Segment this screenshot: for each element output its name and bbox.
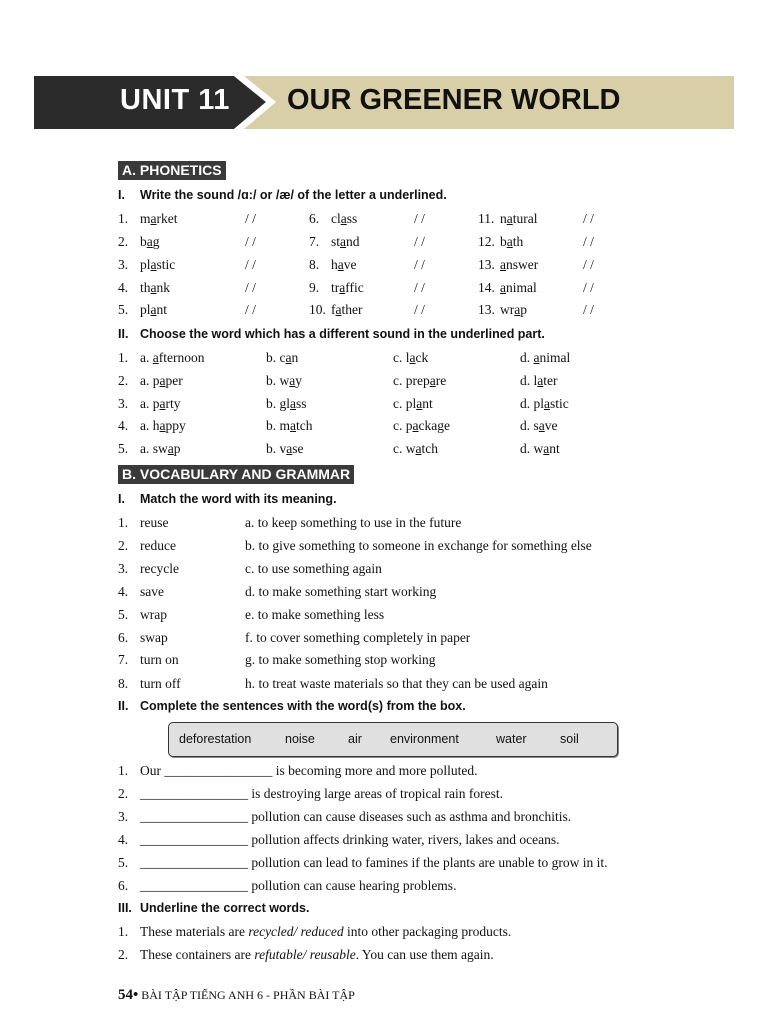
word-box-item: deforestation [179, 732, 252, 746]
word-post: ss [346, 211, 358, 226]
choice-option [140, 396, 181, 412]
underlined-letter: a [533, 350, 540, 365]
underlined-letter: a [500, 257, 506, 272]
item-number: 13. [478, 257, 495, 272]
word-pre: l [533, 373, 538, 388]
underlined-letter: a [150, 280, 157, 295]
word-box-item: noise [285, 732, 315, 746]
word-pre: gl [279, 396, 291, 411]
choice-option [140, 418, 186, 434]
word-post: g [152, 234, 160, 249]
match-word: wrap [140, 607, 167, 622]
word-post: ffic [345, 280, 364, 295]
choice-option [393, 441, 438, 457]
item-number: 6. [118, 630, 129, 645]
item-word [500, 280, 537, 296]
word-post: ckage [418, 418, 450, 433]
match-meaning: d. to make something start working [245, 584, 437, 599]
word-post: ve [544, 418, 558, 433]
choice-option [266, 373, 302, 389]
sound-slot: / / [414, 211, 425, 226]
match-row [118, 561, 638, 581]
option-letter: b. [266, 396, 280, 411]
sentence-text: ________________ pollution affects drinking water, rivers, lakes and oceans. [140, 832, 560, 847]
match-word: turn on [140, 652, 179, 667]
item-number: 1. [118, 515, 129, 530]
unit-banner [34, 76, 734, 129]
underlined-letter: a [415, 441, 422, 456]
word-post: nswer [506, 257, 539, 272]
choice-option [520, 350, 570, 366]
word-post: th [512, 234, 524, 249]
choice-option [520, 418, 558, 434]
item-word [500, 211, 538, 227]
item-number: 4. [118, 584, 129, 599]
completion-sentence [118, 763, 477, 779]
underlined-letter: a [416, 396, 423, 411]
underlined-letter: a [429, 373, 436, 388]
word-pre: sw [152, 441, 168, 456]
word-pre: s [533, 418, 539, 433]
choice-option [140, 441, 181, 457]
word-pre: h [331, 257, 338, 272]
option-letter: a. [140, 418, 153, 433]
item-word [500, 302, 527, 318]
word-box-item: water [496, 732, 527, 746]
word-pre: n [500, 211, 507, 226]
word-pre: pl [405, 396, 417, 411]
item-number: 1. [118, 924, 129, 939]
item-number: 2. [118, 947, 129, 962]
option-letter: c. [393, 396, 406, 411]
item-number: 2. [118, 786, 129, 801]
option-letter: c. [393, 441, 406, 456]
item-number: 9. [309, 280, 320, 295]
option-letter: d. [520, 350, 534, 365]
word-pre: pl [140, 257, 151, 272]
item-number: 6. [118, 878, 129, 893]
word-post: ther [341, 302, 363, 317]
item-number: 2. [118, 538, 129, 553]
roman-numeral: I. [118, 492, 125, 506]
word-post: ppy [165, 418, 186, 433]
underlined-letter: a [339, 280, 346, 295]
word-post: per [165, 373, 183, 388]
item-word [500, 257, 538, 273]
word-box [168, 722, 618, 757]
completion-sentence [118, 786, 503, 802]
completion-sentence [118, 832, 560, 848]
underlined-letter: a [500, 280, 506, 295]
match-meaning: f. to cover something completely in paper [245, 630, 471, 645]
word-post: stic [550, 396, 569, 411]
section-b-part2-instruction [118, 699, 466, 713]
word-post: nt [422, 396, 433, 411]
underlined-letter: a [543, 441, 550, 456]
page-footer [118, 987, 355, 1004]
option-letter: a. [140, 441, 153, 456]
item-number: 2. [118, 373, 129, 388]
word-post: nimal [539, 350, 571, 365]
sound-item [118, 211, 638, 231]
underlined-letter: a [286, 441, 293, 456]
sentence-post: into other packaging products. [343, 924, 512, 939]
underlined-letter: a [290, 396, 297, 411]
word-pre: cl [331, 211, 341, 226]
sound-slot: / / [414, 280, 425, 295]
choice-option [520, 373, 558, 389]
roman-numeral: III. [118, 901, 132, 915]
sound-slot: / / [245, 257, 256, 272]
sound-slot: / / [583, 280, 594, 295]
word-pre: v [279, 441, 287, 456]
item-word [500, 234, 523, 250]
option-letter: a. [140, 396, 153, 411]
match-word: reuse [140, 515, 169, 530]
completion-sentence [118, 855, 608, 871]
page-number: 54 [118, 987, 133, 1003]
match-word: reduce [140, 538, 176, 553]
word-post: ter [543, 373, 558, 388]
item-number: 5. [118, 302, 129, 317]
sound-slot: / / [583, 234, 594, 249]
word-post: nk [156, 280, 171, 295]
sound-slot: / / [583, 211, 594, 226]
underline-sentence [118, 947, 494, 963]
sentence-text: ________________ pollution can cause diseases such as asthma and bronchitis. [140, 809, 572, 824]
option-letter: c. [393, 418, 406, 433]
word-post: tch [421, 441, 438, 456]
word-box-item: air [348, 732, 362, 746]
sound-item [118, 257, 638, 277]
underlined-letter: a [409, 350, 416, 365]
word-post: nimal [506, 280, 537, 295]
word-box-item: environment [390, 732, 459, 746]
sentence-pre: These containers are [140, 947, 255, 962]
sentence-text: Our ________________ is becoming more and more polluted. [140, 763, 478, 778]
word-post: fternoon [158, 350, 205, 365]
item-number: 1. [118, 211, 129, 226]
choice-row [118, 441, 638, 461]
sentence-post: . You can use them again. [355, 947, 494, 962]
instruction-text: Choose the word which has a different sound in the underlined part. [140, 327, 545, 341]
choice-option [140, 373, 183, 389]
choice-option [393, 350, 428, 366]
underlined-letter: a [340, 234, 347, 249]
word-pre: p [152, 373, 160, 388]
match-row [118, 515, 638, 535]
word-post: n [291, 350, 299, 365]
word-post: stic [156, 257, 176, 272]
match-meaning: h. to treat waste materials so that they can be used again [245, 676, 548, 691]
match-word: recycle [140, 561, 179, 576]
roman-numeral: I. [118, 188, 125, 202]
option-letter: a. [140, 350, 153, 365]
match-word: save [140, 584, 164, 599]
sound-slot: / / [414, 234, 425, 249]
section-b-part3-instruction [118, 901, 309, 915]
word-post: tch [296, 418, 313, 433]
option-letter: b. [266, 441, 280, 456]
match-row [118, 607, 638, 627]
match-row [118, 652, 638, 672]
item-number: 6. [309, 211, 320, 226]
item-number: 7. [309, 234, 320, 249]
word-pre: b [500, 234, 507, 249]
item-number: 11. [478, 211, 495, 226]
option-letter: d. [520, 373, 534, 388]
underlined-letter: a [412, 418, 419, 433]
item-number: 13. [478, 302, 495, 317]
sound-slot: / / [245, 234, 256, 249]
section-b-heading: B. VOCABULARY AND GRAMMAR [118, 465, 354, 484]
word-pre: p [405, 418, 413, 433]
instruction-text: Write the sound /ɑ:/ or /æ/ of the letter a underlined. [140, 188, 447, 202]
roman-numeral: II. [118, 327, 129, 341]
option-letter: d. [520, 418, 534, 433]
word-post: p [173, 441, 181, 456]
word-post: rket [156, 211, 178, 226]
word-pre: m [140, 211, 151, 226]
match-row [118, 676, 638, 696]
choice-option [266, 350, 298, 366]
word-pre: pl [140, 302, 151, 317]
item-number: 1. [118, 763, 129, 778]
word-pre: pl [533, 396, 545, 411]
underlined-letter: a [159, 418, 166, 433]
choice-option [393, 396, 433, 412]
match-meaning: b. to give something to someone in exchange for something else [245, 538, 592, 553]
underline-sentence [118, 924, 511, 940]
choice-row [118, 373, 638, 393]
word-pre: prep [405, 373, 430, 388]
word-pre: c [279, 350, 286, 365]
sentence-pre: These materials are [140, 924, 249, 939]
option-letter: d. [520, 441, 534, 456]
underlined-letter: a [506, 211, 513, 226]
section-b-part1-instruction [118, 492, 337, 506]
word-post: ck [415, 350, 429, 365]
underlined-letter: a [544, 396, 551, 411]
underlined-letter: a [159, 396, 166, 411]
match-row [118, 584, 638, 604]
underlined-letter: a [150, 257, 157, 272]
choice-option [140, 350, 204, 366]
word-pre: w [405, 441, 416, 456]
item-number: 7. [118, 652, 129, 667]
option-letter: c. [393, 373, 406, 388]
instruction-text: Match the word with its meaning. [140, 492, 337, 506]
choice-row [118, 350, 638, 370]
sound-item [118, 302, 638, 322]
match-meaning: a. to keep something to use in the future [245, 515, 462, 530]
word-pre: tr [331, 280, 340, 295]
word-pre: w [533, 441, 544, 456]
sound-slot: / / [245, 280, 256, 295]
word-pre: l [405, 350, 410, 365]
word-pre: th [140, 280, 151, 295]
completion-sentence [118, 878, 456, 894]
option-letter: d. [520, 396, 534, 411]
underlined-letter: a [514, 302, 521, 317]
match-meaning: e. to make something less [245, 607, 385, 622]
option-letter: b. [266, 350, 280, 365]
item-number: 5. [118, 607, 129, 622]
match-row [118, 538, 638, 558]
item-number: 3. [118, 809, 129, 824]
roman-numeral: II. [118, 699, 129, 713]
underlined-letter: a [285, 350, 292, 365]
word-post: ve [343, 257, 357, 272]
choice-option [520, 441, 560, 457]
choice-option [266, 441, 304, 457]
choice-option [393, 418, 450, 434]
sentence-text: ________________ is destroying large areas of tropical rain forest. [140, 786, 504, 801]
word-post: nt [156, 302, 168, 317]
item-number: 10. [309, 302, 326, 317]
word-post: re [435, 373, 447, 388]
choice-row [118, 396, 638, 416]
match-meaning: g. to make something stop working [245, 652, 436, 667]
unit-title: OUR GREENER WORLD [287, 84, 621, 116]
word-pre: p [152, 396, 160, 411]
option-letter: b. [266, 418, 280, 433]
sound-slot: / / [245, 211, 256, 226]
choice-option [266, 396, 307, 412]
underlined-letter: a [537, 373, 544, 388]
book-title: BÀI TẬP TIẾNG ANH 6 - PHẦN BÀI TẬP [138, 988, 355, 1002]
item-number: 4. [118, 832, 129, 847]
underlined-letter: a [337, 257, 344, 272]
sound-item [118, 234, 638, 254]
option-letter: c. [393, 350, 406, 365]
item-number: 4. [118, 418, 129, 433]
sound-slot: / / [583, 257, 594, 272]
match-row [118, 630, 638, 650]
word-options: refutable/ reusable [254, 947, 356, 962]
section-a-heading: A. PHONETICS [118, 161, 226, 180]
underlined-letter: a [150, 211, 157, 226]
sentence-text: ________________ pollution can cause hearing problems. [140, 878, 457, 893]
item-number: 1. [118, 350, 129, 365]
word-pre: m [279, 418, 291, 433]
underlined-letter: a [335, 302, 342, 317]
unit-number: UNIT 11 [120, 84, 230, 116]
underlined-letter: a [167, 441, 174, 456]
section-a-part1-instruction [118, 188, 447, 202]
word-box-item: soil [560, 732, 579, 746]
item-number: 2. [118, 234, 129, 249]
sound-slot: / / [245, 302, 256, 317]
item-number: 3. [118, 561, 129, 576]
item-number: 8. [309, 257, 320, 272]
footer-bullet: • [133, 987, 139, 1003]
item-number: 8. [118, 676, 129, 691]
sentence-text: ________________ pollution can lead to famines if the plants are unable to grow in it. [140, 855, 608, 870]
word-post: nd [346, 234, 360, 249]
word-pre: h [152, 418, 160, 433]
underlined-letter: a [538, 418, 545, 433]
choice-row [118, 418, 638, 438]
sound-slot: / / [414, 257, 425, 272]
choice-option [520, 396, 569, 412]
sound-slot: / / [583, 302, 594, 317]
choice-option [266, 418, 313, 434]
instruction-text: Complete the sentences with the word(s) from the box. [140, 699, 466, 713]
word-post: rty [165, 396, 181, 411]
underlined-letter: a [290, 418, 297, 433]
choice-option [393, 373, 446, 389]
word-post: y [295, 373, 302, 388]
sound-slot: / / [414, 302, 425, 317]
item-number: 4. [118, 280, 129, 295]
word-post: tural [512, 211, 538, 226]
word-pre: wr [500, 302, 515, 317]
word-post: p [520, 302, 527, 317]
item-number: 3. [118, 257, 129, 272]
underlined-letter: a [150, 302, 157, 317]
word-pre: st [331, 234, 341, 249]
underlined-letter: a [340, 211, 347, 226]
match-word: swap [140, 630, 168, 645]
item-number: 5. [118, 441, 129, 456]
match-word: turn off [140, 676, 181, 691]
word-pre: w [279, 373, 290, 388]
item-number: 14. [478, 280, 495, 295]
underlined-letter: a [506, 234, 513, 249]
sound-item [118, 280, 638, 300]
section-a-part2-instruction [118, 327, 545, 341]
underlined-letter: a [152, 350, 159, 365]
option-letter: b. [266, 373, 280, 388]
completion-sentence [118, 809, 571, 825]
word-post: ss [296, 396, 307, 411]
word-post: nt [549, 441, 560, 456]
instruction-text: Underline the correct words. [140, 901, 310, 915]
underlined-letter: a [159, 373, 166, 388]
word-post: se [292, 441, 304, 456]
item-number: 3. [118, 396, 129, 411]
item-number: 5. [118, 855, 129, 870]
option-letter: a. [140, 373, 153, 388]
match-meaning: c. to use something again [245, 561, 382, 576]
item-number: 12. [478, 234, 495, 249]
underlined-letter: a [146, 234, 153, 249]
underlined-letter: a [289, 373, 296, 388]
word-options: recycled/ reduced [248, 924, 344, 939]
word-pre: b [140, 234, 147, 249]
word-pre: f [331, 302, 336, 317]
